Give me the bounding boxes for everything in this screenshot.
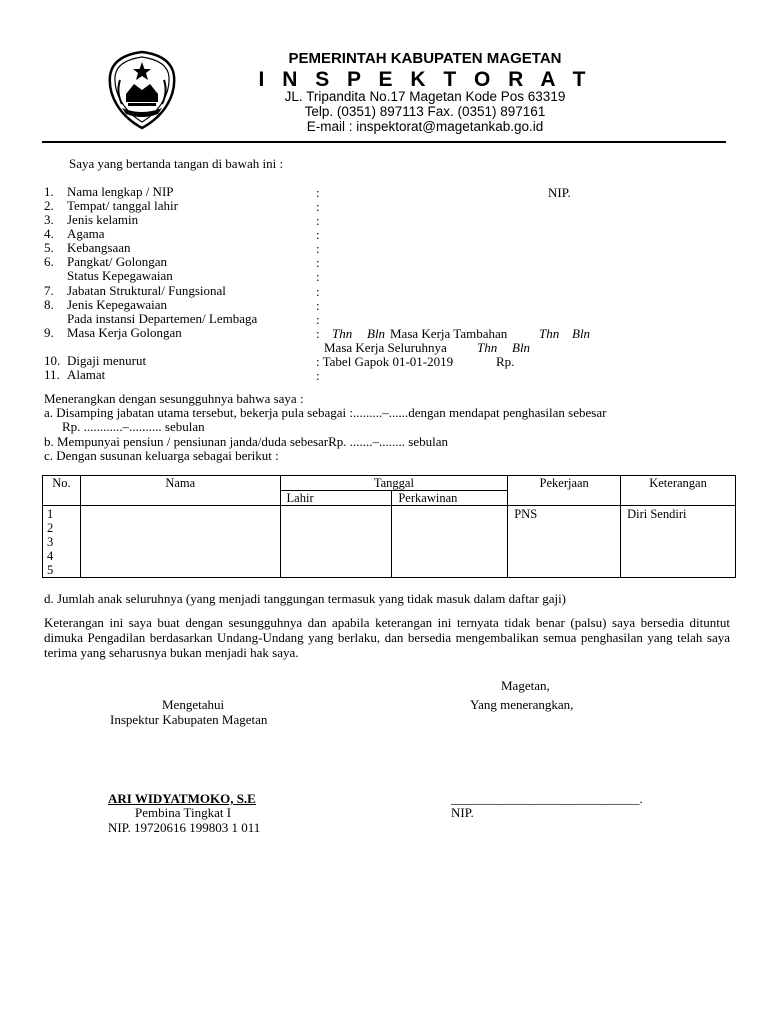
field-label: Nama lengkap / NIP — [67, 184, 174, 199]
field-colon: : — [316, 185, 320, 200]
field-no: 6. — [44, 254, 54, 269]
field-label: Agama — [67, 226, 105, 241]
thn-3: Thn — [477, 340, 498, 355]
field-colon: : — [316, 298, 320, 313]
rp-label: Rp. — [496, 354, 515, 369]
field-colon: : — [316, 269, 320, 284]
header-no: No. — [43, 476, 81, 506]
header-pekerjaan: Pekerjaan — [508, 476, 621, 506]
right-nip: NIP. — [451, 805, 474, 820]
government-name: PEMERINTAH KABUPATEN MAGETAN — [288, 50, 562, 67]
field-no: 9. — [44, 325, 54, 340]
field-no: 10. — [44, 353, 61, 368]
field-colon: : — [316, 241, 320, 256]
field-label: Pangkat/ Golongan — [67, 254, 168, 269]
statement-paragraph: Keterangan ini saya buat dengan sesungguhnya dan apabila keterangan ini ternyata tidak benar (palsu) saya bersedia dituntut dimuka Pengadilan berdasarkan Undang-Undang yang berlaku, dan bersedia mengembalikan semua penghasilan yang telah saya terima yang seharusnya bukan menjadi hak saya. — [44, 615, 730, 660]
table-row — [43, 506, 736, 578]
bln-3: Bln — [512, 340, 531, 355]
cell-keterangan — [621, 506, 736, 578]
masa-kerja-tambahan: Masa Kerja Tambahan — [390, 326, 508, 341]
field-label: Kebangsaan — [67, 240, 131, 255]
cell-lahir — [280, 506, 392, 578]
nip-label: NIP. — [548, 185, 571, 200]
mengetahui-label: Mengetahui — [162, 697, 225, 712]
field-no: 1. — [44, 184, 54, 199]
bln-1: Bln — [367, 326, 386, 341]
sign-role-left: Inspektur Kabupaten Magetan — [110, 712, 268, 727]
field-label: Masa Kerja Golongan — [67, 325, 182, 340]
field-colon: : — [316, 255, 320, 270]
menerangkan-text: Menerangkan dengan sesungguhnya bahwa saya : — [44, 391, 304, 406]
field-no: 2. — [44, 198, 54, 213]
row-number: 3 — [47, 535, 54, 549]
email: E-mail : inspektorat@magetankab.go.id — [306, 119, 544, 134]
field-colon: : — [316, 326, 320, 341]
field-colon: : — [316, 213, 320, 228]
item-a-line2: Rp. ............–.......... sebulan — [62, 419, 205, 434]
signatory-name: ARI WIDYATMOKO, S.E — [108, 791, 256, 806]
field-label: Pada instansi Departemen/ Lembaga — [67, 311, 258, 326]
pekerjaan-value: PNS — [514, 507, 538, 521]
address: JL. Tripandita No.17 Magetan Kode Pos 63319 — [284, 89, 566, 104]
row-number: 1 — [47, 507, 54, 521]
field-label: Digaji menurut — [67, 353, 147, 368]
cell-pekerjaan — [508, 506, 621, 578]
field-no: 3. — [44, 212, 54, 227]
item-c: c. Dengan susunan keluarga sebagai berikut : — [44, 448, 279, 463]
header-nama: Nama — [80, 476, 280, 506]
intro-text: Saya yang bertanda tangan di bawah ini : — [69, 156, 284, 171]
field-no: 5. — [44, 240, 54, 255]
item-a-line1: a. Disamping jabatan utama tersebut, bekerja pula sebagai :.........–......dengan mendapat penghasilan sebesar — [44, 405, 607, 420]
row-numbers — [43, 506, 81, 578]
sign-role-right: Yang menerangkan, — [470, 697, 574, 712]
field-no: 7. — [44, 283, 54, 298]
bln-2: Bln — [572, 326, 591, 341]
item-b: b. Mempunyai pensiun / pensiunan janda/duda sebesarRp. .......–........ sebulan — [44, 434, 449, 449]
field-no: 4. — [44, 226, 54, 241]
field-label: Jabatan Struktural/ Fungsional — [67, 283, 226, 298]
row-number: 4 — [47, 549, 54, 563]
signature-line: _____________________________. — [451, 791, 643, 806]
field-label: Status Kepegawaian — [67, 268, 173, 283]
field-colon: : Tabel Gapok 01-01-2019 — [316, 354, 454, 369]
table-header-row — [43, 476, 736, 491]
row-number: 2 — [47, 521, 54, 535]
family-table — [42, 475, 736, 578]
sign-place: Magetan, — [501, 678, 550, 693]
field-colon: : — [316, 284, 320, 299]
keterangan-value: Diri Sendiri — [627, 507, 687, 521]
field-colon: : — [316, 199, 320, 214]
agency-title: I N S P E K T O R A T — [258, 68, 592, 91]
field-colon: : — [316, 368, 320, 383]
field-label: Jenis kelamin — [67, 212, 139, 227]
header-keterangan: Keterangan — [621, 476, 736, 506]
field-label: Alamat — [67, 367, 106, 382]
thn-1: Thn — [332, 326, 353, 341]
header-lahir: Lahir — [280, 491, 392, 506]
header-perkawinan: Perkawinan — [392, 491, 508, 506]
item-d: d. Jumlah anak seluruhnya (yang menjadi tanggungan termasuk yang tidak masuk dalam daftar gaji) — [44, 591, 567, 606]
field-label: Tempat/ tanggal lahir — [67, 198, 178, 213]
field-no: 8. — [44, 297, 54, 312]
field-colon: : — [316, 227, 320, 242]
thn-2: Thn — [539, 326, 560, 341]
cell-perkawinan — [392, 506, 508, 578]
magetan-crest-logo — [106, 50, 178, 130]
header-tanggal: Tanggal — [280, 476, 508, 491]
row-number: 5 — [47, 563, 54, 577]
masa-kerja-seluruhnya: Masa Kerja Seluruhnya — [324, 340, 447, 355]
cell-nama — [80, 506, 280, 578]
signatory-rank: Pembina Tingkat I — [135, 805, 232, 820]
field-label: Jenis Kepegawaian — [67, 297, 167, 312]
header-rule — [42, 141, 726, 143]
signatory-nip: NIP. 19720616 199803 1 011 — [108, 820, 261, 835]
field-no: 11. — [44, 367, 60, 382]
phone: Telp. (0351) 897113 Fax. (0351) 897161 — [304, 104, 546, 119]
field-colon: : — [316, 312, 320, 327]
